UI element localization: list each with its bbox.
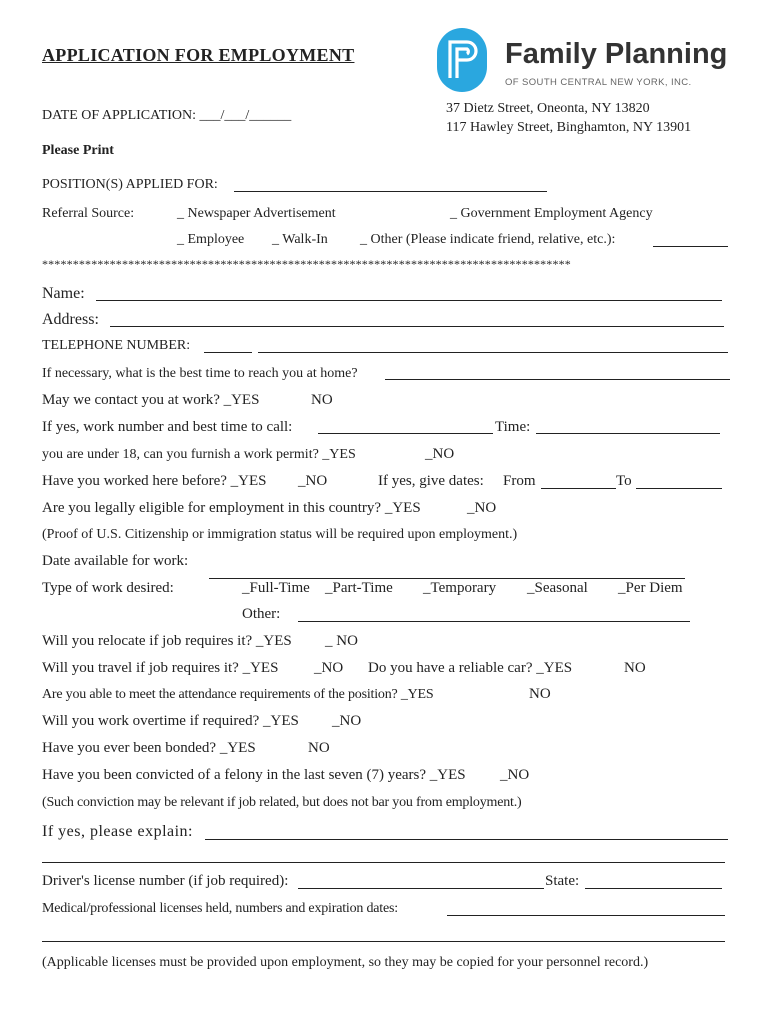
- explain-field[interactable]: [205, 839, 728, 840]
- give-dates-label: If yes, give dates:: [378, 473, 484, 489]
- work-time-field[interactable]: [536, 433, 720, 434]
- contact-work-question[interactable]: May we contact you at work? _YES: [42, 392, 260, 408]
- address-line-2: 117 Hawley Street, Binghamton, NY 13901: [446, 120, 692, 135]
- referral-label: Referral Source:: [42, 206, 135, 221]
- worked-before-question[interactable]: Have you worked here before? _YES: [42, 473, 267, 489]
- best-time-field[interactable]: [385, 379, 730, 380]
- referral-newspaper[interactable]: _ Newspaper Advertisement: [177, 206, 336, 221]
- address-line-1: 37 Dietz Street, Oneonta, NY 13820: [446, 101, 650, 116]
- please-print-label: Please Print: [42, 143, 114, 158]
- name-label: Name:: [42, 285, 85, 302]
- from-label: From: [503, 473, 536, 489]
- seasonal-option[interactable]: _Seasonal: [527, 580, 588, 596]
- relocate-question[interactable]: Will you relocate if job requires it? _YES: [42, 633, 292, 649]
- referral-other-field[interactable]: [653, 246, 728, 247]
- explain-field-line-2[interactable]: [42, 862, 725, 863]
- address-field[interactable]: [110, 326, 724, 327]
- worked-before-no[interactable]: _NO: [298, 473, 328, 489]
- referral-employee[interactable]: _ Employee: [177, 232, 245, 247]
- fp-logo-icon: [437, 28, 487, 92]
- page-title: APPLICATION FOR EMPLOYMENT: [42, 45, 355, 65]
- medical-licenses-field-line-2[interactable]: [42, 941, 725, 942]
- conviction-note: (Such conviction may be relevant if job related, but does not bar you from employment.): [42, 795, 522, 810]
- felony-question[interactable]: Have you been convicted of a felony in the last seven (7) years? _YES: [42, 767, 466, 783]
- referral-walkin[interactable]: _ Walk-In: [272, 232, 328, 247]
- part-time-option[interactable]: _Part-Time: [325, 580, 393, 596]
- telephone-area-field[interactable]: [204, 352, 252, 353]
- other-label: Other:: [242, 606, 281, 622]
- referral-other[interactable]: _ Other (Please indicate friend, relative, etc.):: [360, 232, 616, 247]
- state-label: State:: [545, 873, 580, 889]
- state-field[interactable]: [585, 888, 722, 889]
- overtime-no[interactable]: _NO: [332, 713, 362, 729]
- under18-question[interactable]: you are under 18, can you furnish a work permit? _YES: [42, 447, 356, 462]
- position-field[interactable]: [234, 191, 547, 192]
- felony-no[interactable]: _NO: [500, 767, 530, 783]
- relocate-no[interactable]: _ NO: [325, 633, 358, 649]
- to-label: To: [616, 473, 632, 489]
- best-time-question: If necessary, what is the best time to reach you at home?: [42, 366, 358, 381]
- attendance-no[interactable]: NO: [529, 686, 551, 702]
- telephone-label: TELEPHONE NUMBER:: [42, 338, 191, 353]
- attendance-question[interactable]: Are you able to meet the attendance requirements of the position? _YES: [42, 687, 434, 702]
- licenses-note: (Applicable licenses must be provided upon employment, so they may be copied for your personnel record.): [42, 955, 649, 970]
- proof-note: (Proof of U.S. Citizenship or immigration status will be required upon employment.): [42, 527, 518, 542]
- position-label: POSITION(S) APPLIED FOR:: [42, 177, 218, 192]
- date-available-field[interactable]: [209, 578, 685, 579]
- other-field[interactable]: [298, 621, 690, 622]
- eligible-question[interactable]: Are you legally eligible for employment in this country? _YES: [42, 500, 421, 516]
- drivers-license-field[interactable]: [298, 888, 544, 889]
- bonded-no[interactable]: NO: [308, 740, 330, 756]
- date-available-label: Date available for work:: [42, 553, 189, 569]
- travel-question[interactable]: Will you travel if job requires it? _YES: [42, 660, 279, 676]
- work-number-field[interactable]: [318, 433, 493, 434]
- type-work-label: Type of work desired:: [42, 580, 174, 596]
- explain-label: If yes, please explain:: [42, 823, 193, 840]
- car-no[interactable]: NO: [624, 660, 646, 676]
- travel-no[interactable]: _NO: [314, 660, 344, 676]
- full-time-option[interactable]: _Full-Time: [242, 580, 310, 596]
- per-diem-option[interactable]: _Per Diem: [618, 580, 683, 596]
- date-of-application[interactable]: DATE OF APPLICATION: ___/___/______: [42, 108, 292, 123]
- brand-subtitle: OF SOUTH CENTRAL NEW YORK, INC.: [505, 77, 692, 88]
- brand-name: Family Planning: [505, 38, 728, 70]
- eligible-no[interactable]: _NO: [467, 500, 497, 516]
- contact-work-no[interactable]: NO: [311, 392, 333, 408]
- overtime-question[interactable]: Will you work overtime if required? _YES: [42, 713, 299, 729]
- work-time-label: Time:: [495, 419, 531, 435]
- referral-government[interactable]: _ Government Employment Agency: [450, 206, 653, 221]
- medical-licenses-label: Medical/professional licenses held, numbers and expiration dates:: [42, 901, 398, 916]
- work-number-question: If yes, work number and best time to call:: [42, 419, 293, 435]
- from-field[interactable]: [541, 488, 616, 489]
- separator-line: **************************************************************************************: [42, 257, 571, 271]
- address-label: Address:: [42, 311, 99, 328]
- under18-no[interactable]: _NO: [425, 446, 455, 462]
- drivers-license-label: Driver's license number (if job required):: [42, 873, 289, 889]
- medical-licenses-field[interactable]: [447, 915, 725, 916]
- to-field[interactable]: [636, 488, 722, 489]
- telephone-number-field[interactable]: [258, 352, 728, 353]
- name-field[interactable]: [96, 300, 722, 301]
- car-question[interactable]: Do you have a reliable car? _YES: [368, 660, 573, 676]
- bonded-question[interactable]: Have you ever been bonded? _YES: [42, 740, 256, 756]
- temporary-option[interactable]: _Temporary: [423, 580, 497, 596]
